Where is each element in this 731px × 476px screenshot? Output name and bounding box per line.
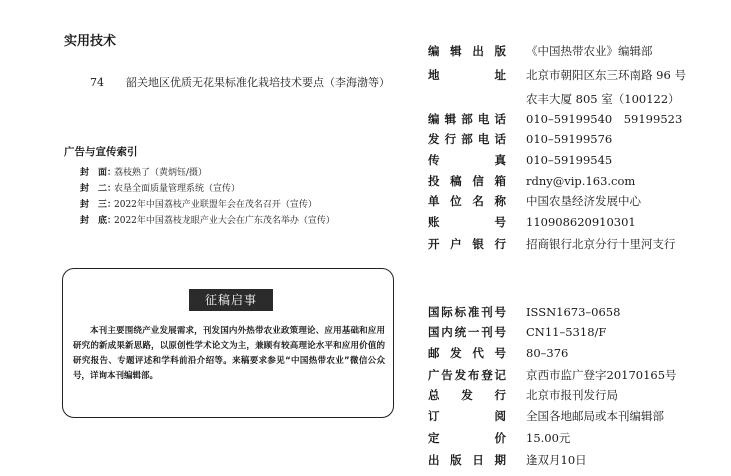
- publication-info-label: 发 行 部 电 话: [428, 132, 506, 146]
- publication-info-value: 北京市报刊发行局: [526, 388, 618, 402]
- publication-info-value: 全国各地邮局或本刊编辑部: [526, 409, 664, 423]
- publication-info-value: 110908620910301: [526, 215, 636, 229]
- ad-index-item-text: 2022年中国荔枝产业联盟年会在茂名召开（宣传）: [114, 200, 317, 210]
- publication-info-row: [428, 407, 664, 425]
- publication-info-row: [428, 344, 568, 362]
- ad-index-item-label: 封 底：: [80, 216, 117, 226]
- ad-index-item: [80, 197, 317, 210]
- publication-info-label: 国 际 标 准 刊 号: [428, 305, 506, 319]
- publication-info-label: 总 发 行: [428, 388, 506, 402]
- publication-info-row: [428, 366, 677, 384]
- publication-info-value: CN11–5318/F: [526, 325, 607, 339]
- ad-index-item-text: 荔枝熟了（黄炳钰/摄）: [114, 168, 208, 178]
- publication-info-row: [428, 66, 686, 84]
- ad-index-item: [80, 213, 335, 226]
- publication-info-row: [428, 451, 587, 469]
- publication-info-label: 出 版 日 期: [428, 453, 506, 467]
- publication-info-value: 010–59199540 59199523: [526, 112, 683, 126]
- publication-info-value: 中国农垦经济发展中心: [526, 194, 641, 208]
- publication-info-value: 010–59199576: [526, 132, 613, 146]
- publication-info-label: 定 价: [428, 431, 506, 445]
- publication-info-value: 京西市监广登字20170165号: [526, 368, 677, 382]
- publication-info-value: rdny@vip.163.com: [526, 174, 636, 188]
- ad-index-item-text: 2022年中国荔枝龙眼产业大会在广东茂名举办（宣传）: [114, 216, 335, 226]
- publication-info-row: [428, 151, 612, 169]
- publication-info-row: [428, 303, 620, 321]
- publication-info-label: 单 位 名 称: [428, 194, 506, 208]
- publication-info-row: [428, 130, 612, 148]
- publication-info-label: 编 辑 部 电 话: [428, 112, 506, 126]
- publication-info-value: 80–376: [526, 346, 569, 360]
- publication-info-value: 15.00元: [526, 431, 571, 445]
- publication-info-row: [428, 90, 680, 108]
- ad-index-item: [80, 181, 240, 194]
- publication-info-value: 北京市朝阳区东三环南路 96 号: [526, 68, 686, 82]
- ad-index-title: 广告与宣传索引: [64, 146, 138, 158]
- toc-item: [90, 74, 390, 90]
- publication-info-label: 投 稿 信 箱: [428, 174, 506, 188]
- publication-info-row: [428, 110, 682, 128]
- publication-info-row: [428, 323, 606, 341]
- publication-info-label: 地 址: [428, 68, 506, 82]
- publication-info-row: [428, 235, 676, 253]
- publication-info-label: 开 户 银 行: [428, 237, 506, 251]
- publication-info-value: 010–59199545: [526, 153, 613, 167]
- publication-info-label: 传 真: [428, 153, 506, 167]
- publication-info-value: 农丰大厦 805 室（100122）: [526, 92, 680, 106]
- call-for-papers-title: 征稿启事: [189, 289, 273, 311]
- publication-info-label: 国 内 统 一 刊 号: [428, 325, 506, 339]
- publication-info-value: 逢双月10日: [526, 453, 587, 467]
- toc-item-title: 韶关地区优质无花果标准化栽培技术要点（李海渤等）: [126, 76, 390, 89]
- publication-info-row: [428, 429, 570, 447]
- publication-info-value: 招商银行北京分行十里河支行: [526, 237, 676, 251]
- publication-info-label: 订 阅: [428, 409, 506, 423]
- toc-item-page: 74: [90, 76, 104, 89]
- ad-index-item: [80, 165, 207, 178]
- ad-index-item-label: 封 三：: [80, 200, 117, 210]
- publication-info-row: [428, 386, 618, 404]
- publication-info-label: 账 号: [428, 215, 506, 229]
- ad-index-item-label: 封 面：: [80, 168, 117, 178]
- section-title: 实用技术: [64, 34, 117, 49]
- ad-index-item-label: 封 二：: [80, 184, 117, 194]
- publication-info-label: 邮 发 代 号: [428, 346, 506, 360]
- call-for-papers-body: 本刊主要围绕产业发展需求，刊发国内外热带农业政策理论、应用基础和应用研究的新成果新思路，以原创性学术论文为主，兼顾有较高理论水平和应用价值的研究报告、专题评述和学科前沿介绍等。来稿要求参见“中国热带农业”微信公众号，详询本刊编辑部。: [73, 326, 385, 381]
- publication-info-row: [428, 172, 635, 190]
- publication-info-row: [428, 213, 636, 231]
- publication-info-value: ISSN1673–0658: [526, 305, 621, 319]
- ad-index-item-text: 农垦全面质量管理系统（宣传）: [114, 184, 241, 194]
- publication-info-label: 编 辑 出 版: [428, 44, 506, 58]
- publication-info-label: 广 告 发 布 登 记: [428, 368, 506, 382]
- publication-info-row: [428, 42, 653, 60]
- call-for-papers-box: [62, 268, 394, 418]
- publication-info-row: [428, 192, 641, 210]
- publication-info-value: 《中国热带农业》编辑部: [526, 44, 653, 58]
